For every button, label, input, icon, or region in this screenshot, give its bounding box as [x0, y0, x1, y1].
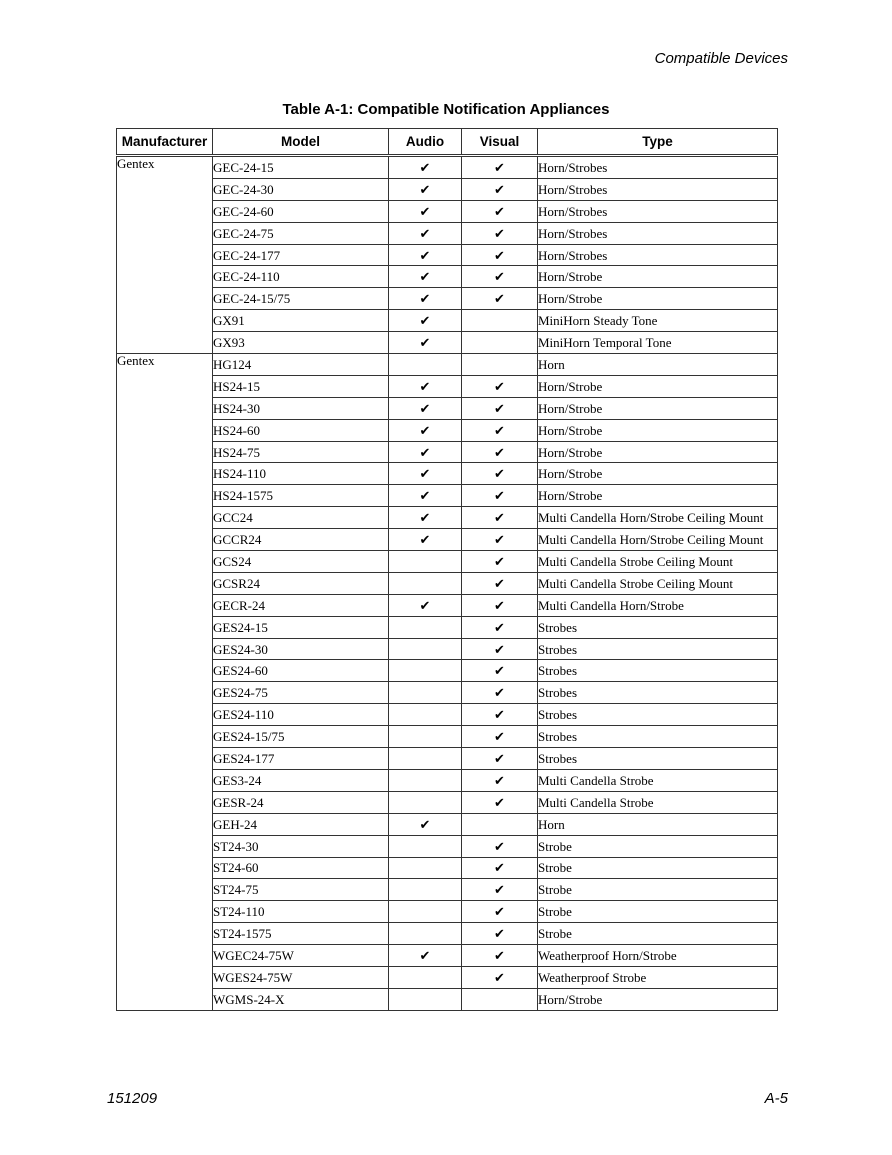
table-row	[117, 594, 778, 616]
visual-cell	[462, 244, 538, 266]
table-row	[117, 397, 778, 419]
audio-cell	[389, 244, 462, 266]
check-mark-icon: ✔	[494, 685, 505, 701]
visual-cell	[462, 791, 538, 813]
type-cell: Horn/Strobe	[538, 441, 778, 463]
audio-cell	[389, 966, 462, 988]
type-cell: Horn	[538, 354, 778, 376]
table-row	[117, 310, 778, 332]
table-body	[117, 156, 778, 1011]
type-cell: Strobe	[538, 923, 778, 945]
check-mark-icon: ✔	[494, 729, 505, 745]
model-cell: WGEC24-75W	[213, 945, 389, 967]
visual-cell	[462, 682, 538, 704]
check-mark-icon: ✔	[494, 641, 505, 657]
visual-cell	[462, 616, 538, 638]
type-cell: Multi Candella Strobe	[538, 769, 778, 791]
table-row	[117, 945, 778, 967]
check-mark-icon: ✔	[494, 532, 505, 548]
model-cell: HS24-1575	[213, 485, 389, 507]
check-mark-icon: ✔	[494, 794, 505, 810]
type-cell: Strobe	[538, 901, 778, 923]
audio-cell	[389, 791, 462, 813]
audio-cell	[389, 332, 462, 354]
audio-cell	[389, 397, 462, 419]
column-header-manufacturer: Manufacturer	[117, 129, 213, 156]
check-mark-icon: ✔	[494, 575, 505, 591]
model-cell: GEH-24	[213, 813, 389, 835]
table-row	[117, 769, 778, 791]
type-cell: Horn/Strobe	[538, 463, 778, 485]
type-cell: Strobe	[538, 835, 778, 857]
model-cell: GEC-24-15/75	[213, 288, 389, 310]
type-cell: Multi Candella Strobe Ceiling Mount	[538, 551, 778, 573]
visual-cell	[462, 178, 538, 200]
type-cell: Horn/Strobe	[538, 485, 778, 507]
table-row	[117, 813, 778, 835]
audio-cell	[389, 748, 462, 770]
model-cell: GECR-24	[213, 594, 389, 616]
type-cell: Strobes	[538, 660, 778, 682]
audio-cell	[389, 835, 462, 857]
visual-cell	[462, 375, 538, 397]
model-cell: GX91	[213, 310, 389, 332]
audio-cell	[389, 485, 462, 507]
table-header-row	[117, 129, 778, 156]
audio-cell	[389, 200, 462, 222]
visual-cell	[462, 485, 538, 507]
check-mark-icon: ✔	[419, 597, 431, 613]
model-cell: GEC-24-177	[213, 244, 389, 266]
model-cell: GES24-30	[213, 638, 389, 660]
audio-cell	[389, 310, 462, 332]
check-mark-icon: ✔	[494, 225, 505, 241]
audio-cell	[389, 945, 462, 967]
table-row	[117, 200, 778, 222]
visual-cell	[462, 901, 538, 923]
visual-cell	[462, 572, 538, 594]
check-mark-icon: ✔	[494, 619, 505, 635]
audio-cell	[389, 288, 462, 310]
check-mark-icon: ✔	[494, 159, 505, 175]
type-cell: Horn/Strobes	[538, 222, 778, 244]
audio-cell	[389, 463, 462, 485]
model-cell: GES24-177	[213, 748, 389, 770]
table-row	[117, 156, 778, 179]
table-row	[117, 835, 778, 857]
check-mark-icon: ✔	[494, 707, 505, 723]
type-cell: Strobes	[538, 638, 778, 660]
visual-cell	[462, 332, 538, 354]
table-row	[117, 419, 778, 441]
type-cell: Multi Candella Strobe Ceiling Mount	[538, 572, 778, 594]
model-cell: GX93	[213, 332, 389, 354]
type-cell: Horn/Strobes	[538, 156, 778, 179]
visual-cell	[462, 551, 538, 573]
model-cell: GEC-24-60	[213, 200, 389, 222]
check-mark-icon: ✔	[419, 816, 431, 832]
check-mark-icon: ✔	[494, 247, 505, 263]
table-row	[117, 463, 778, 485]
check-mark-icon: ✔	[494, 400, 505, 416]
visual-cell	[462, 463, 538, 485]
type-cell: Weatherproof Horn/Strobe	[538, 945, 778, 967]
check-mark-icon: ✔	[419, 247, 431, 263]
table-row	[117, 244, 778, 266]
visual-cell	[462, 397, 538, 419]
compatible-appliances-table	[116, 128, 778, 1011]
type-cell: Weatherproof Strobe	[538, 966, 778, 988]
column-header-model: Model	[213, 129, 389, 156]
audio-cell	[389, 354, 462, 376]
table-row	[117, 901, 778, 923]
model-cell: ST24-110	[213, 901, 389, 923]
audio-cell	[389, 857, 462, 879]
table-row	[117, 682, 778, 704]
check-mark-icon: ✔	[494, 378, 505, 394]
page-number: A-5	[764, 1090, 788, 1107]
check-mark-icon: ✔	[419, 181, 431, 197]
check-mark-icon: ✔	[419, 948, 431, 963]
visual-cell	[462, 529, 538, 551]
check-mark-icon: ✔	[419, 291, 431, 307]
type-cell: Horn/Strobe	[538, 988, 778, 1010]
visual-cell	[462, 200, 538, 222]
table-row	[117, 551, 778, 573]
visual-cell	[462, 507, 538, 529]
audio-cell	[389, 660, 462, 682]
table-row	[117, 966, 778, 988]
type-cell: Strobes	[538, 616, 778, 638]
table-row	[117, 726, 778, 748]
model-cell: GCSR24	[213, 572, 389, 594]
type-cell: Horn/Strobes	[538, 244, 778, 266]
audio-cell	[389, 923, 462, 945]
table-row	[117, 857, 778, 879]
type-cell: Multi Candella Horn/Strobe Ceiling Mount	[538, 507, 778, 529]
type-cell: Strobes	[538, 682, 778, 704]
table-row	[117, 879, 778, 901]
check-mark-icon: ✔	[494, 860, 505, 876]
visual-cell	[462, 879, 538, 901]
check-mark-icon: ✔	[419, 269, 431, 285]
visual-cell	[462, 222, 538, 244]
audio-cell	[389, 988, 462, 1010]
check-mark-icon: ✔	[494, 904, 505, 920]
check-mark-icon: ✔	[494, 181, 505, 197]
type-cell: Horn/Strobe	[538, 288, 778, 310]
model-cell: ST24-1575	[213, 923, 389, 945]
visual-cell	[462, 354, 538, 376]
model-cell: ST24-60	[213, 857, 389, 879]
visual-cell	[462, 748, 538, 770]
check-mark-icon: ✔	[494, 269, 505, 285]
table-row	[117, 375, 778, 397]
visual-cell	[462, 266, 538, 288]
type-cell: Strobe	[538, 879, 778, 901]
running-header: Compatible Devices	[654, 50, 788, 67]
column-header-type: Type	[538, 129, 778, 156]
audio-cell	[389, 572, 462, 594]
document-number: 151209	[107, 1090, 158, 1107]
table-row	[117, 638, 778, 660]
check-mark-icon: ✔	[419, 488, 431, 504]
visual-cell	[462, 594, 538, 616]
visual-cell	[462, 769, 538, 791]
model-cell: ST24-75	[213, 879, 389, 901]
audio-cell	[389, 441, 462, 463]
check-mark-icon: ✔	[494, 553, 505, 569]
check-mark-icon: ✔	[419, 422, 431, 438]
audio-cell	[389, 638, 462, 660]
check-mark-icon: ✔	[494, 510, 505, 526]
type-cell: Multi Candella Horn/Strobe Ceiling Mount	[538, 529, 778, 551]
audio-cell	[389, 551, 462, 573]
audio-cell	[389, 507, 462, 529]
check-mark-icon: ✔	[494, 663, 505, 679]
table-row	[117, 288, 778, 310]
visual-cell	[462, 638, 538, 660]
type-cell: MiniHorn Temporal Tone	[538, 332, 778, 354]
table-row	[117, 266, 778, 288]
check-mark-icon: ✔	[419, 313, 431, 329]
check-mark-icon: ✔	[419, 378, 431, 394]
table-caption: Table A-1: Compatible Notification Appliances	[282, 101, 610, 118]
type-cell: Multi Candella Horn/Strobe	[538, 594, 778, 616]
model-cell: GES24-75	[213, 682, 389, 704]
model-cell: GEC-24-15	[213, 156, 389, 179]
model-cell: GCCR24	[213, 529, 389, 551]
check-mark-icon: ✔	[494, 488, 505, 504]
model-cell: GES24-60	[213, 660, 389, 682]
table-row	[117, 441, 778, 463]
check-mark-icon: ✔	[494, 444, 505, 460]
model-cell: WGES24-75W	[213, 966, 389, 988]
model-cell: GEC-24-110	[213, 266, 389, 288]
type-cell: MiniHorn Steady Tone	[538, 310, 778, 332]
visual-cell	[462, 945, 538, 967]
check-mark-icon: ✔	[494, 750, 505, 766]
check-mark-icon: ✔	[419, 444, 431, 460]
audio-cell	[389, 813, 462, 835]
audio-cell	[389, 375, 462, 397]
table-row	[117, 923, 778, 945]
visual-cell	[462, 156, 538, 179]
table-row	[117, 660, 778, 682]
model-cell: HS24-75	[213, 441, 389, 463]
type-cell: Strobes	[538, 704, 778, 726]
type-cell: Horn/Strobes	[538, 200, 778, 222]
table-row	[117, 616, 778, 638]
check-mark-icon: ✔	[419, 225, 431, 241]
type-cell: Multi Candella Strobe	[538, 791, 778, 813]
type-cell: Horn/Strobe	[538, 397, 778, 419]
table-row	[117, 572, 778, 594]
audio-cell	[389, 222, 462, 244]
table-row	[117, 354, 778, 376]
model-cell: HG124	[213, 354, 389, 376]
table-row	[117, 332, 778, 354]
audio-cell	[389, 879, 462, 901]
model-cell: GCC24	[213, 507, 389, 529]
type-cell: Horn/Strobe	[538, 375, 778, 397]
table-row	[117, 507, 778, 529]
check-mark-icon: ✔	[494, 882, 505, 898]
check-mark-icon: ✔	[494, 969, 505, 985]
visual-cell	[462, 923, 538, 945]
check-mark-icon: ✔	[494, 466, 505, 482]
model-cell: HS24-30	[213, 397, 389, 419]
audio-cell	[389, 704, 462, 726]
check-mark-icon: ✔	[494, 926, 505, 942]
audio-cell	[389, 156, 462, 179]
audio-cell	[389, 178, 462, 200]
audio-cell	[389, 616, 462, 638]
audio-cell	[389, 419, 462, 441]
visual-cell	[462, 966, 538, 988]
check-mark-icon: ✔	[419, 466, 431, 482]
model-cell: HS24-15	[213, 375, 389, 397]
type-cell: Horn	[538, 813, 778, 835]
type-cell: Horn/Strobes	[538, 178, 778, 200]
check-mark-icon: ✔	[419, 159, 431, 175]
type-cell: Horn/Strobe	[538, 266, 778, 288]
audio-cell	[389, 594, 462, 616]
table-row	[117, 748, 778, 770]
audio-cell	[389, 682, 462, 704]
visual-cell	[462, 419, 538, 441]
table-row	[117, 485, 778, 507]
model-cell: GEC-24-30	[213, 178, 389, 200]
type-cell: Strobes	[538, 726, 778, 748]
table-row	[117, 178, 778, 200]
check-mark-icon: ✔	[494, 948, 505, 963]
visual-cell	[462, 857, 538, 879]
check-mark-icon: ✔	[419, 510, 431, 526]
audio-cell	[389, 529, 462, 551]
visual-cell	[462, 704, 538, 726]
visual-cell	[462, 441, 538, 463]
visual-cell	[462, 813, 538, 835]
audio-cell	[389, 901, 462, 923]
check-mark-icon: ✔	[494, 597, 505, 613]
visual-cell	[462, 726, 538, 748]
check-mark-icon: ✔	[419, 335, 431, 351]
audio-cell	[389, 726, 462, 748]
check-mark-icon: ✔	[419, 532, 431, 548]
visual-cell	[462, 835, 538, 857]
table-row	[117, 988, 778, 1010]
table-row	[117, 222, 778, 244]
model-cell: GES24-15/75	[213, 726, 389, 748]
table-row	[117, 529, 778, 551]
table-row	[117, 704, 778, 726]
model-cell: GCS24	[213, 551, 389, 573]
visual-cell	[462, 310, 538, 332]
model-cell: GESR-24	[213, 791, 389, 813]
model-cell: HS24-110	[213, 463, 389, 485]
model-cell: HS24-60	[213, 419, 389, 441]
check-mark-icon: ✔	[494, 838, 505, 854]
model-cell: WGMS-24-X	[213, 988, 389, 1010]
visual-cell	[462, 988, 538, 1010]
manufacturer-cell: Gentex	[117, 156, 213, 354]
model-cell: GEC-24-75	[213, 222, 389, 244]
model-cell: ST24-30	[213, 835, 389, 857]
check-mark-icon: ✔	[494, 291, 505, 307]
type-cell: Horn/Strobe	[538, 419, 778, 441]
model-cell: GES3-24	[213, 769, 389, 791]
model-cell: GES24-110	[213, 704, 389, 726]
type-cell: Strobes	[538, 748, 778, 770]
model-cell: GES24-15	[213, 616, 389, 638]
check-mark-icon: ✔	[494, 203, 505, 219]
column-header-visual: Visual	[462, 129, 538, 156]
check-mark-icon: ✔	[419, 203, 431, 219]
check-mark-icon: ✔	[419, 400, 431, 416]
audio-cell	[389, 769, 462, 791]
visual-cell	[462, 288, 538, 310]
column-header-audio: Audio	[389, 129, 462, 156]
visual-cell	[462, 660, 538, 682]
audio-cell	[389, 266, 462, 288]
type-cell: Strobe	[538, 857, 778, 879]
manufacturer-cell: Gentex	[117, 354, 213, 1011]
check-mark-icon: ✔	[494, 772, 505, 788]
check-mark-icon: ✔	[494, 422, 505, 438]
table-row	[117, 791, 778, 813]
